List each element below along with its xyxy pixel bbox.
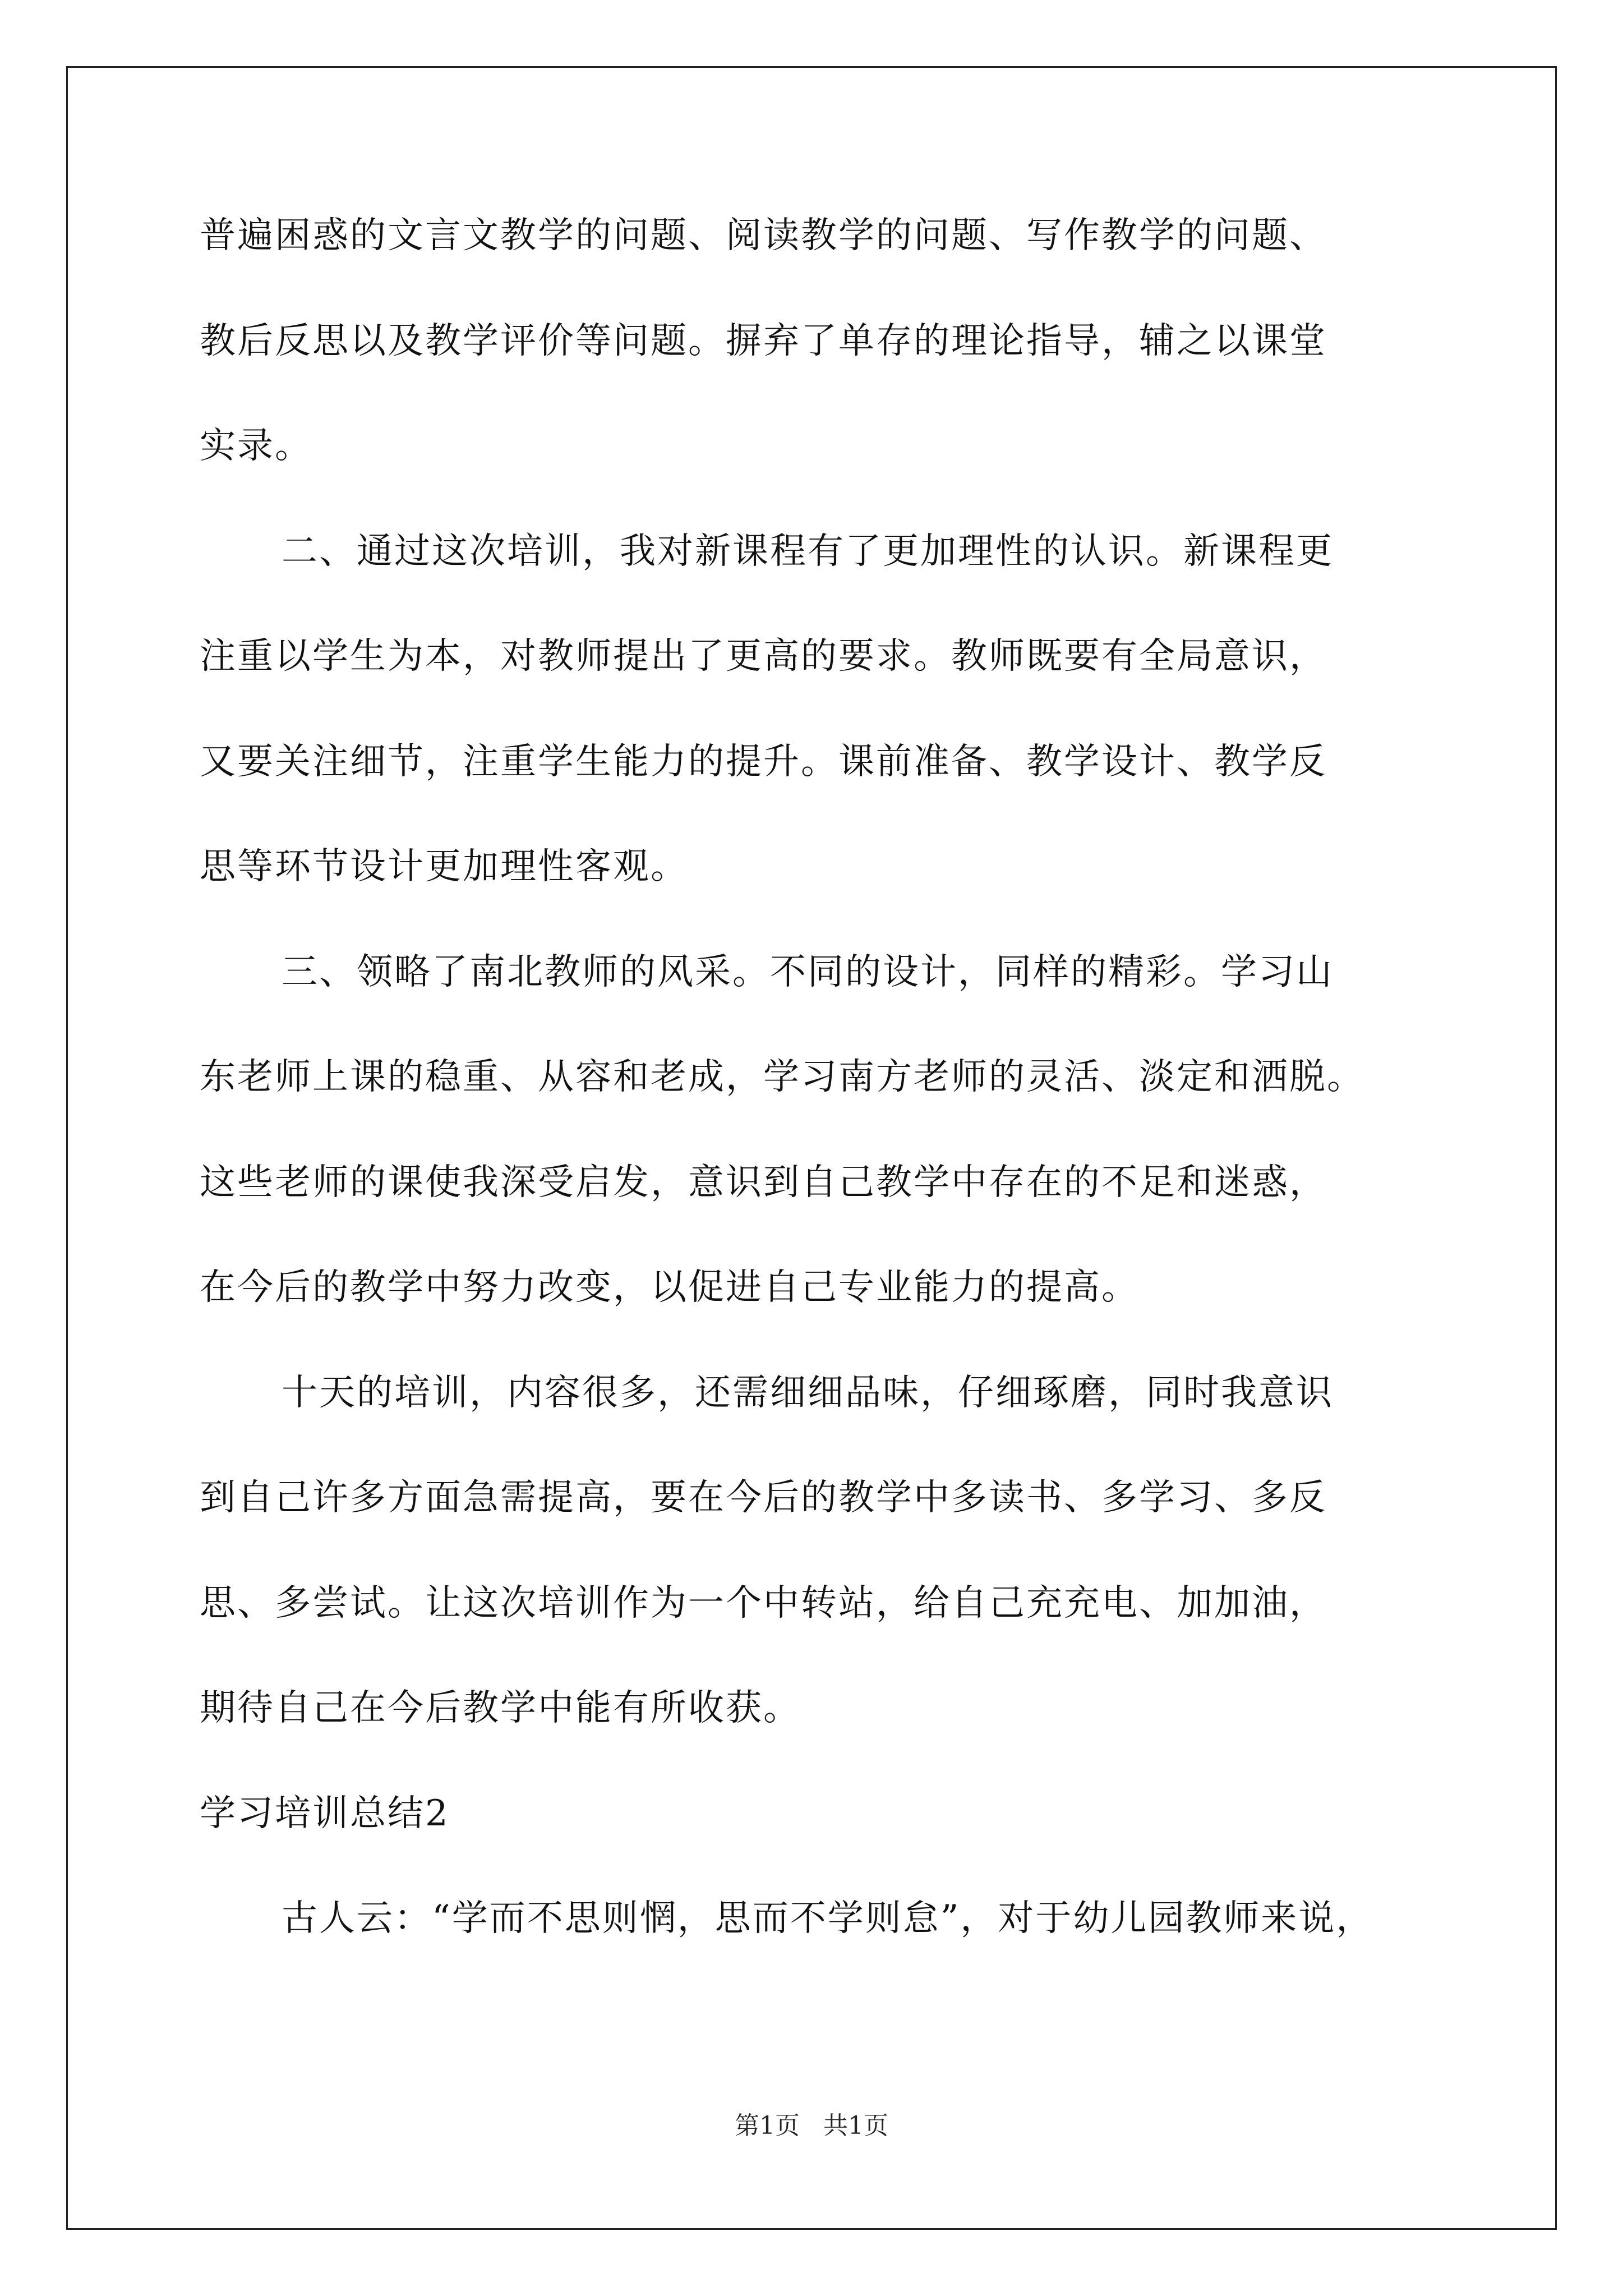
text-line: 普遍困惑的文言文教学的问题、阅读教学的问题、写作教学的问题、: [200, 215, 1327, 256]
text-line: 期待自己在今后教学中能有所收获。: [200, 1687, 801, 1729]
page-total: 共1页: [823, 2111, 888, 2140]
text-line: 思等环节设计更加理性客观。: [200, 846, 688, 887]
section-heading: 学习培训总结2: [200, 1793, 450, 1834]
text-line: 注重以学生为本，对教师提出了更高的要求。教师既要有全局意识，: [200, 636, 1327, 677]
page-number: 第1页: [735, 2111, 800, 2140]
paragraph-start: 三、领略了南北教师的风采。不同的设计，同样的精彩。学习山: [282, 951, 1334, 993]
text-line: 这些老师的课使我深受启发，意识到自己教学中存在的不足和迷惑，: [200, 1162, 1327, 1203]
paragraph-start: 十天的培训，内容很多，还需细细品味，仔细琢磨，同时我意识: [282, 1372, 1334, 1414]
text-line: 到自己许多方面急需提高，要在今后的教学中多读书、多学习、多反: [200, 1477, 1327, 1519]
text-line: 在今后的教学中努力改变，以促进自己专业能力的提高。: [200, 1267, 1139, 1308]
paragraph-start: 古人云：“学而不思则惘，思而不学则怠”，对于幼儿园教师来说，: [282, 1898, 1374, 1939]
text-line: 教后反思以及教学评价等问题。摒弃了单存的理论指导，辅之以课堂: [200, 320, 1327, 362]
paragraph-start: 二、通过这次培训，我对新课程有了更加理性的认识。新课程更: [282, 531, 1334, 572]
text-line: 思、多尝试。让这次培训作为一个中转站，给自己充充电、加加油，: [200, 1582, 1327, 1624]
page-footer: [0, 2110, 1623, 2142]
text-line: 又要关注细节，注重学生能力的提升。课前准备、教学设计、教学反: [200, 741, 1327, 783]
text-line: 实录。: [200, 425, 312, 467]
text-line: 东老师上课的稳重、从容和老成，学习南方老师的灵活、淡定和洒脱。: [200, 1056, 1364, 1098]
